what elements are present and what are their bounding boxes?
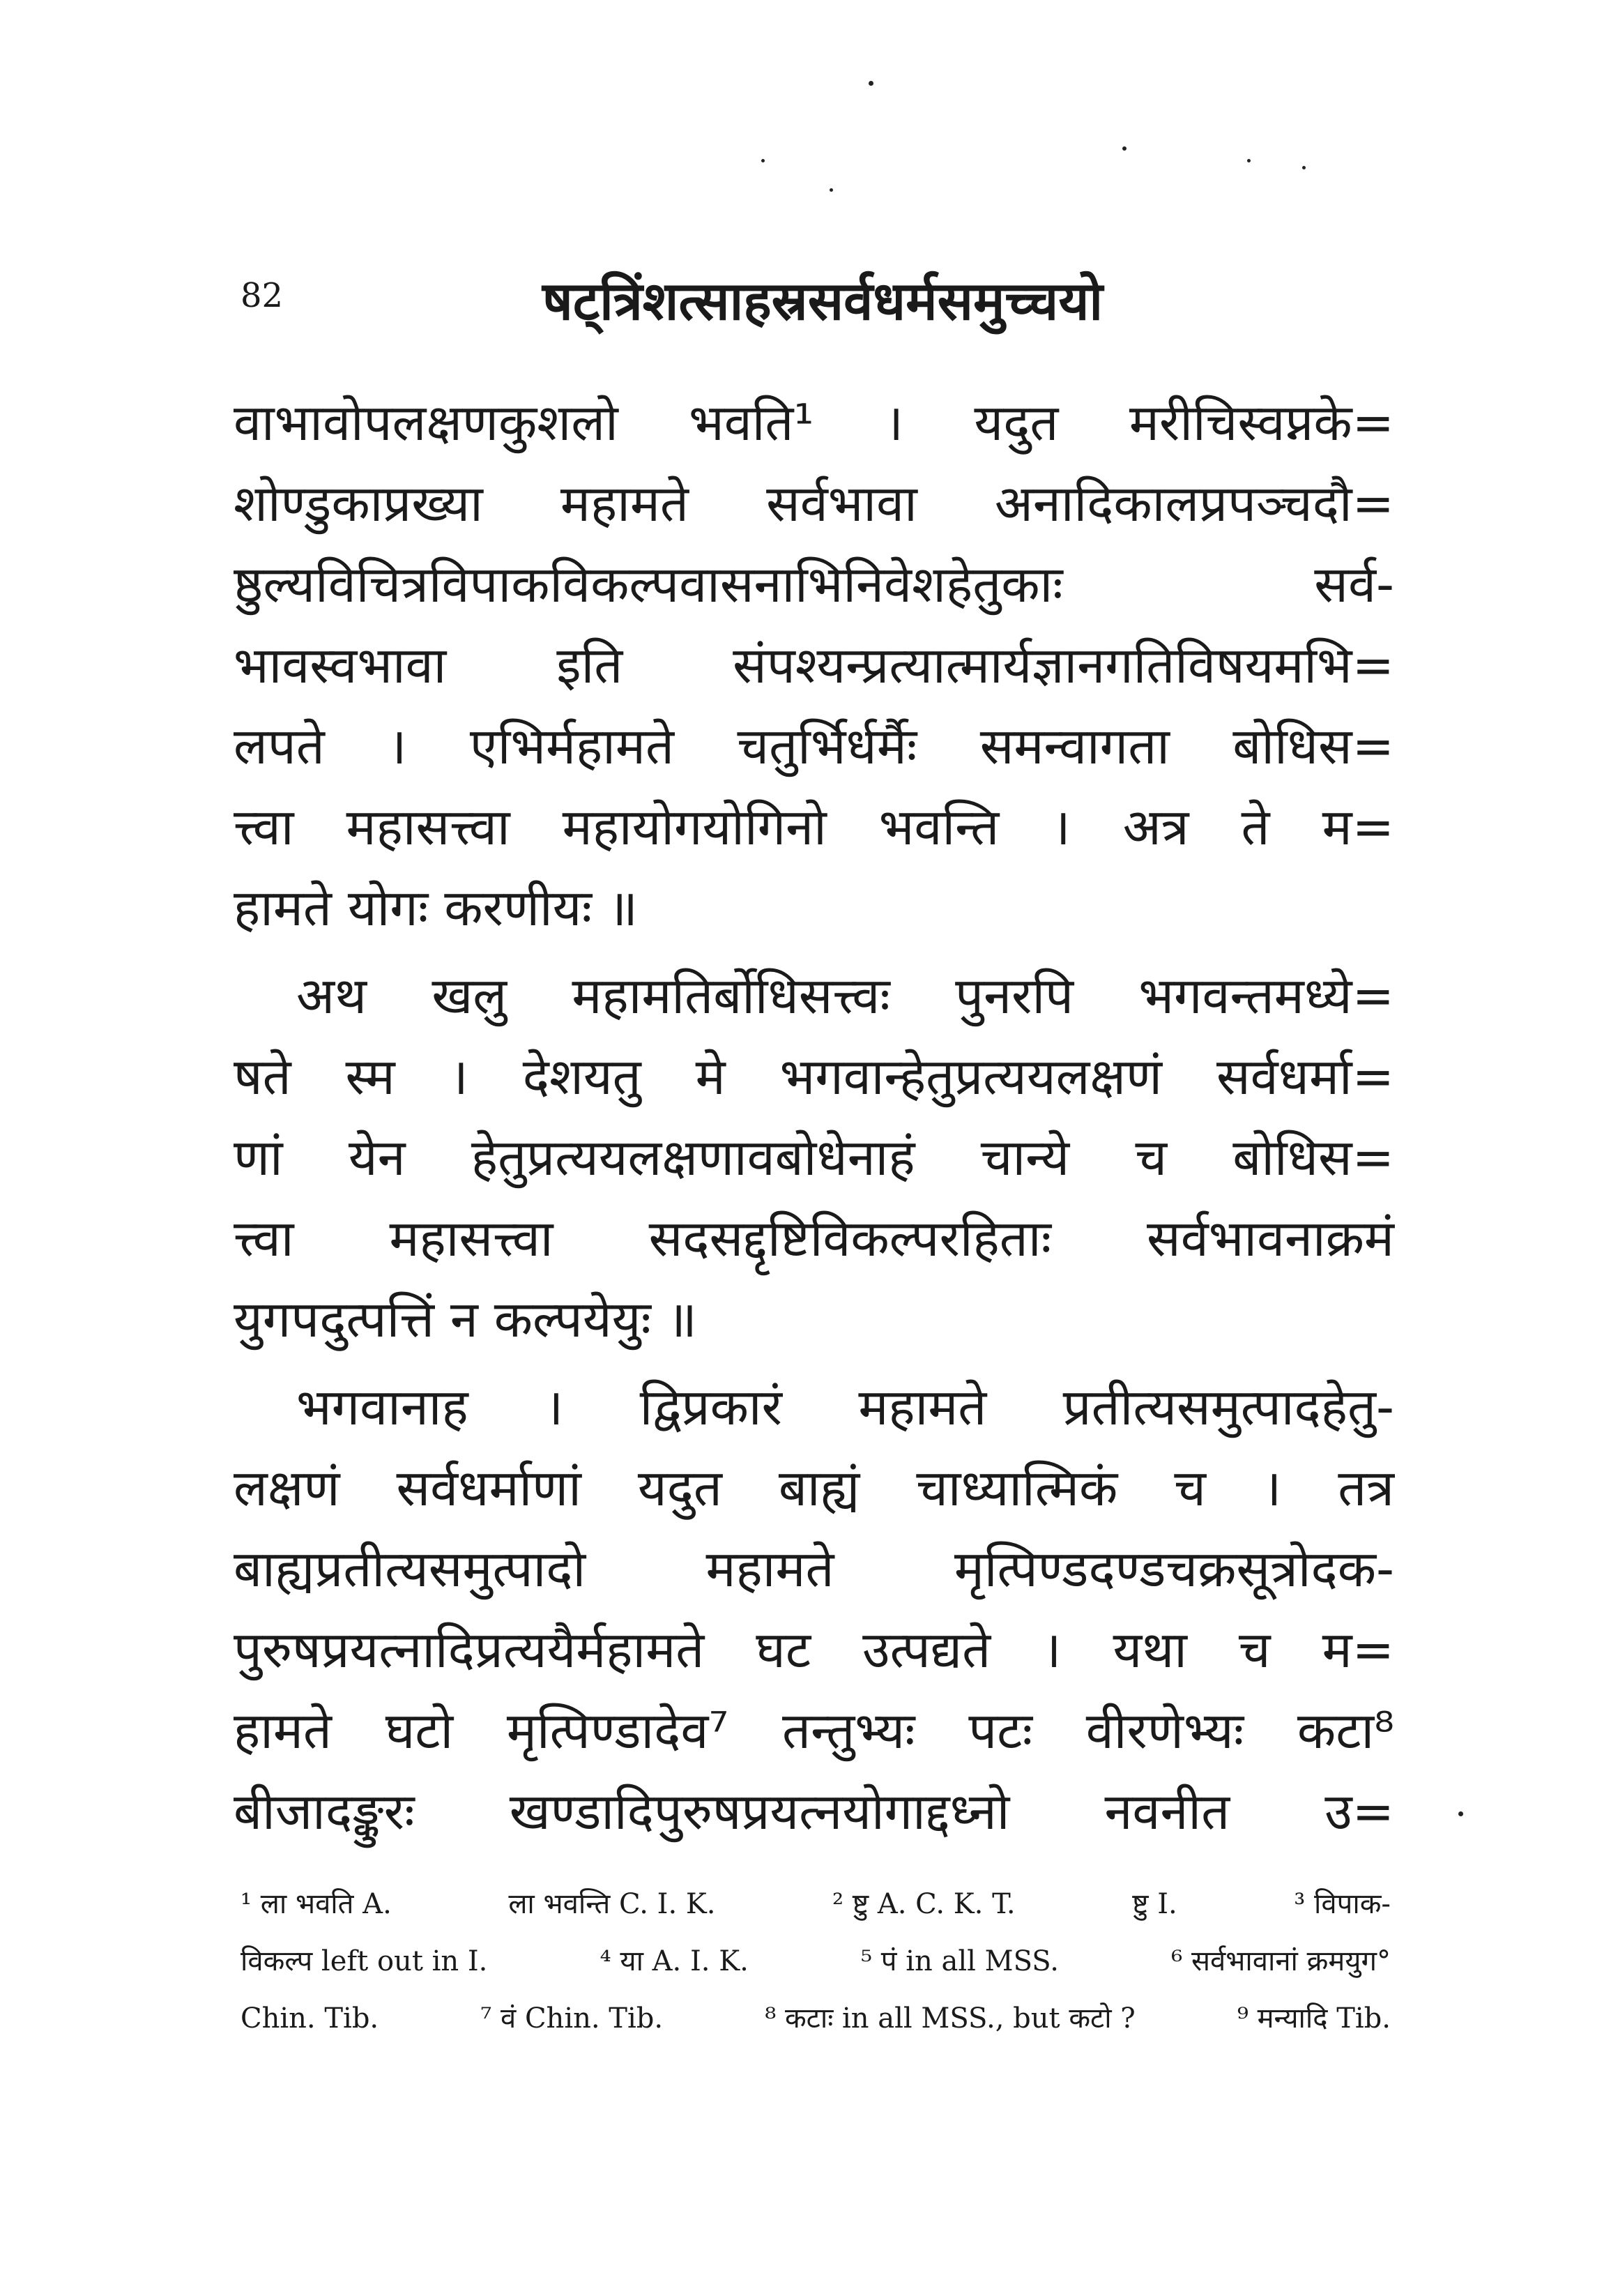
footnote: विकल्प left out in I. (240, 1945, 488, 1977)
text-line: भावस्वभावा इति संपश्यन्प्रत्यात्मार्यज्ञानगतिविषयमभि= (234, 636, 1394, 694)
text-line: बाह्यप्रतीत्यसमुत्पादो महामते मृत्पिण्डदण्डचक्रसूत्रोदक- (234, 1539, 1394, 1598)
footnote-line (240, 1990, 1391, 2047)
footnote: ⁶ सर्वभावानां क्रमयुग° (1171, 1945, 1391, 1977)
footnote: ⁷ वं Chin. Tib. (480, 2002, 664, 2035)
text-line: अथ खलु महामतिर्बोधिसत्त्वः पुनरपि भगवन्तमध्ये= (296, 966, 1394, 1025)
text-line: ष्ठुल्यविचित्रविपाकविकल्पवासनाभिनिवेशहेतुकाः सर्व- (234, 555, 1394, 614)
print-speck (761, 159, 765, 162)
footnote: ⁴ या A. I. K. (600, 1945, 749, 1977)
print-speck (1247, 159, 1251, 162)
text-line: हामते घटो मृत्पिण्डादेव⁷ तन्तुभ्यः पटः वीरणेभ्यः कटा⁸ (234, 1701, 1394, 1760)
footnote: ¹ ला भवति A. (240, 1888, 392, 1920)
text-line: युगपदुत्पत्तिं न कल्पयेयुः ॥ (234, 1290, 697, 1348)
footnote: ² ष्टु A. C. K. T. (832, 1888, 1016, 1920)
footnote: ⁸ कटाः in all MSS., but कटो ? (765, 2002, 1136, 2035)
print-speck (869, 81, 873, 86)
footnote: ष्टु I. (1132, 1888, 1177, 1920)
print-speck (1122, 146, 1127, 151)
text-line: हामते योगः करणीयः ॥ (234, 879, 639, 937)
text-line: लपते । एभिर्महामते चतुर्भिर्धर्मैः समन्वागता बोधिस= (234, 717, 1394, 775)
text-line: त्त्वा महासत्त्वा महायोगयोगिनो भवन्ति । अत्र ते म= (234, 798, 1394, 856)
footnote: Chin. Tib. (240, 2002, 379, 2035)
text-line: बीजादङ्कुरः खण्डादिपुरुषप्रयत्नयोगाद्दध्नो नवनीत उ= (234, 1782, 1394, 1841)
print-speck (830, 188, 833, 192)
text-line: पुरुषप्रयत्नादिप्रत्ययैर्महामते घट उत्पद्यते । यथा च म= (234, 1620, 1394, 1679)
main-text (234, 382, 1394, 1852)
footnote-line (240, 1933, 1391, 1990)
text-line: त्त्वा महासत्त्वा सदसद्दृष्टिविकल्परहिताः सर्वभावनाक्रमं (234, 1209, 1394, 1268)
footnote: ला भवन्ति C. I. K. (508, 1888, 716, 1920)
footnote: ³ विपाक- (1294, 1888, 1391, 1920)
footnote: ⁹ मन्यादि Tib. (1237, 2002, 1391, 2035)
page-header (240, 264, 1384, 340)
running-title: षट्त्रिंशत्साहस्रसर्वधर्मसमुच्चयो (542, 270, 1104, 332)
footnotes (240, 1876, 1391, 2047)
text-line: लक्षणं सर्वधर्माणां यदुत बाह्यं चाध्यात्मिकं च । तत्र (234, 1459, 1394, 1517)
footnote-line (240, 1876, 1391, 1933)
text-line: शोण्डुकाप्रख्या महामते सर्वभावा अनादिकालप्रपञ्चदौ= (234, 474, 1394, 533)
text-line: षते स्म । देशयतु मे भगवान्हेतुप्रत्ययलक्षणं सर्वधर्मा= (234, 1047, 1394, 1106)
text-line: भगवानाह । द्विप्रकारं महामते प्रतीत्यसमुत्पादहेतु- (296, 1378, 1394, 1436)
footnote: ⁵ पं in all MSS. (861, 1945, 1059, 1977)
print-speck (1458, 1811, 1463, 1816)
text-line: णां येन हेतुप्रत्ययलक्षणावबोधेनाहं चान्ये च बोधिस= (234, 1128, 1394, 1187)
page-number: 82 (240, 276, 284, 315)
print-speck (1302, 166, 1306, 169)
text-line: वाभावोपलक्षणकुशलो भवति¹ । यदुत मरीचिस्वप्नके= (234, 393, 1394, 452)
